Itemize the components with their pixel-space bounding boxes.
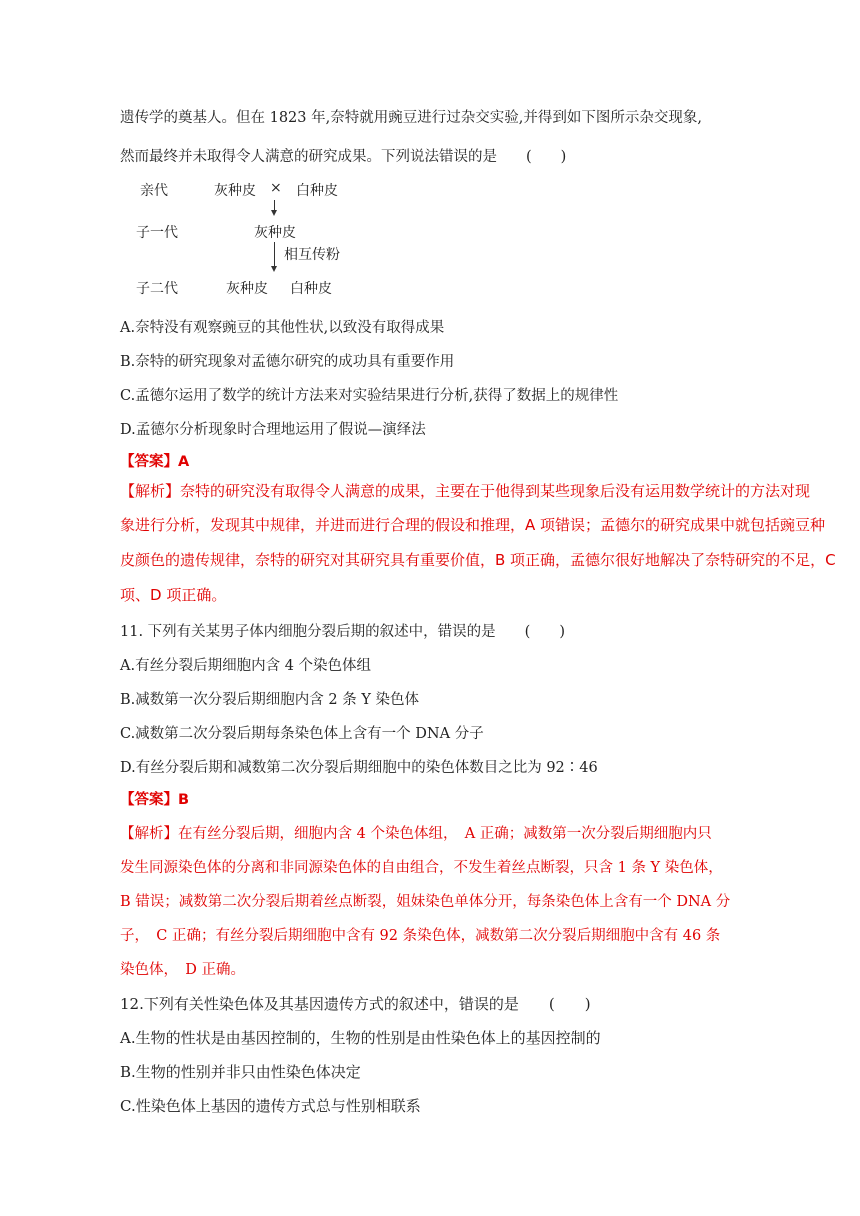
q12-option-c: C.性染色体上基因的遗传方式总与性别相联系 xyxy=(120,1097,421,1115)
q11-option-b: B.减数第一次分裂后期细胞内含 2 条 Y 染色体 xyxy=(120,692,419,708)
selfing-arrow xyxy=(274,242,275,270)
q11-answer xyxy=(120,788,189,809)
q10-explanation-line-2: 象进行分析，发现其中规律，并进而进行合理的假设和推理，A 项错误；孟德尔的研究成果中就包括豌豆种 xyxy=(120,516,826,534)
q11-answer-value: B xyxy=(178,792,190,808)
q11-option-a: A.有丝分裂后期细胞内含 4 个染色体组 xyxy=(120,658,372,674)
q11-explanation-line-5: 染色体， D 正确。 xyxy=(120,962,245,978)
q10-explanation-line-3: 皮颜色的遗传规律，奈特的研究对其研究具有重要价值，B 项正确，孟德尔很好地解决了奈特研究的不足，C xyxy=(120,551,836,569)
parent-right-phenotype: 白种皮 xyxy=(296,183,338,199)
q11-explanation-line-2: 发生同源染色体的分离和非同源染色体的自由组合，不发生着丝点断裂，只含 1 条 Y 染色体， xyxy=(120,860,723,876)
parent-generation-label: 亲代 xyxy=(140,183,168,199)
f1-generation-label: 子一代 xyxy=(136,225,178,241)
q10-option-c: C.孟德尔运用了数学的统计方法来对实验结果进行分析,获得了数据上的规律性 xyxy=(120,388,619,404)
q11-explanation-line-3: B 错误；减数第二次分裂后期着丝点断裂，姐妹染色单体分开，每条染色体上含有一个 DNA 分 xyxy=(120,894,731,910)
q10-explanation-line-4: 项、D 项正确。 xyxy=(120,586,227,604)
q11-answer-tag: 【答案】 xyxy=(120,792,178,808)
q10-explanation-line-1: 【解析】奈特的研究没有取得令人满意的成果，主要在于他得到某些现象后没有运用数学统计的方法对现 xyxy=(120,482,811,500)
q11-option-d: D.有丝分裂后期和减数第二次分裂后期细胞中的染色体数目之比为 92∶46 xyxy=(120,760,598,776)
cross-arrow xyxy=(274,200,275,214)
q10-option-a: A.奈特没有观察豌豆的其他性状,以致没有取得成果 xyxy=(120,320,445,336)
q10-option-d: D.孟德尔分析现象时合理地运用了假说—演绎法 xyxy=(120,422,426,438)
q10-answer xyxy=(120,450,189,471)
q10-answer-value: A xyxy=(178,454,190,470)
parent-left-phenotype: 灰种皮 xyxy=(214,183,256,199)
cross-symbol: × xyxy=(270,180,282,196)
q12-stem: 12.下列有关性染色体及其基因遗传方式的叙述中，错误的是 ( ) xyxy=(120,995,591,1013)
q10-stem-line-1: 遗传学的奠基人。但在 1823 年,奈特就用豌豆进行过杂交实验,并得到如下图所示杂交现象, xyxy=(120,110,702,126)
q12-option-a: A.生物的性状是由基因控制的，生物的性别是由性染色体上的基因控制的 xyxy=(120,1029,601,1047)
f2-right-phenotype: 白种皮 xyxy=(290,281,332,297)
q11-explanation-line-4: 子， C 正确；有丝分裂后期细胞中含有 92 条染色体，减数第二次分裂后期细胞中含有 46 条 xyxy=(120,928,721,944)
q11-explanation-line-1: 【解析】在有丝分裂后期，细胞内含 4 个染色体组， A 正确；减数第一次分裂后期细胞内只 xyxy=(120,826,712,842)
q10-option-b: B.奈特的研究现象对孟德尔研究的成功具有重要作用 xyxy=(120,354,455,370)
cross-diagram xyxy=(120,176,380,300)
q10-answer-tag: 【答案】 xyxy=(120,454,178,470)
selfing-process-label: 相互传粉 xyxy=(284,247,340,263)
f1-phenotype: 灰种皮 xyxy=(254,225,296,241)
q11-option-c: C.减数第二次分裂后期每条染色体上含有一个 DNA 分子 xyxy=(120,726,484,742)
f2-generation-label: 子二代 xyxy=(136,281,178,297)
q10-stem-line-2: 然而最终并未取得令人满意的研究成果。下列说法错误的是 ( ) xyxy=(120,149,567,165)
q12-option-b: B.生物的性别并非只由性染色体决定 xyxy=(120,1063,361,1081)
q11-stem: 11. 下列有关某男子体内细胞分裂后期的叙述中，错误的是 ( ) xyxy=(120,624,565,640)
f2-left-phenotype: 灰种皮 xyxy=(226,281,268,297)
